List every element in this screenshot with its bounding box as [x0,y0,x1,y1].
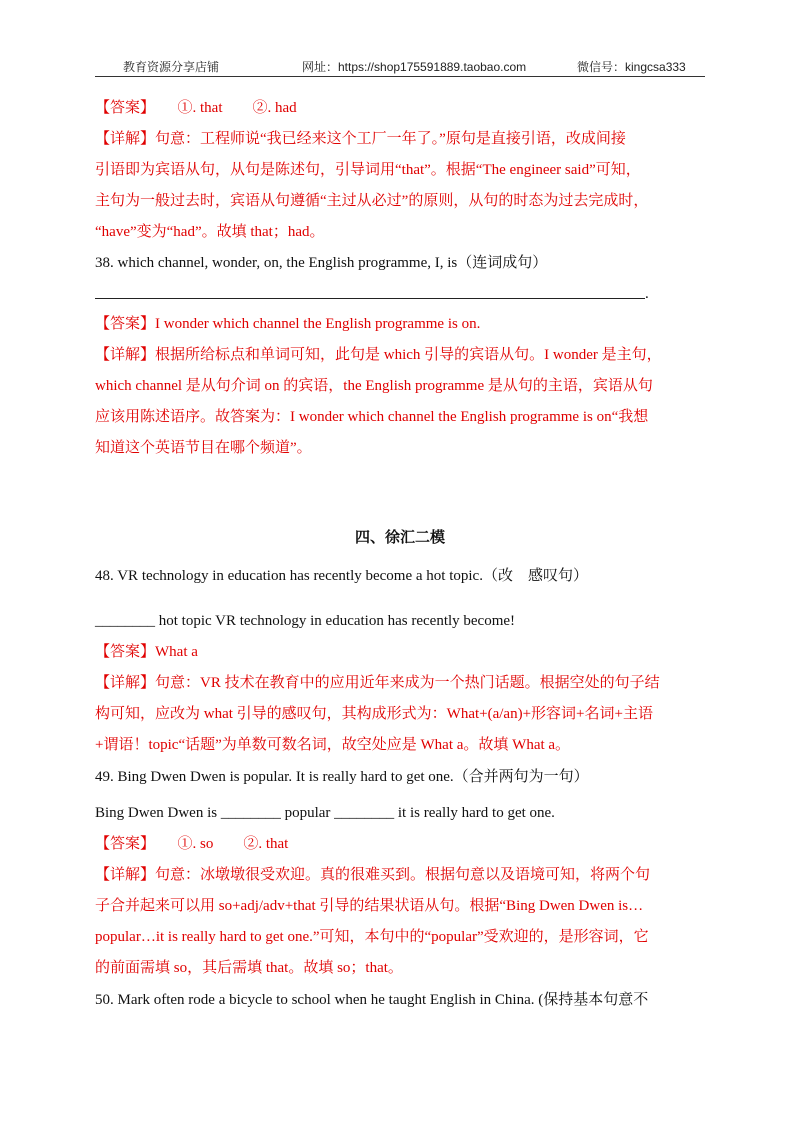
section-title: 四、徐汇二模 [354,530,445,546]
q49-detail-line: 【详解】句意：冰墩墩很受欢迎。真的很难买到。根据句意以及语境可知，将两个句 [95,867,651,883]
q49-question: 49. Bing Dwen Dwen is popular. It is really hard to get one.（合并两句为一句） [95,769,589,785]
q38-answer: 【答案】I wonder which channel the English programme is on. [95,316,481,332]
q37-detail-line: “have”变为“had”。故填 that；had。 [95,224,325,240]
q48-prompt: ________ hot topic VR technology in education has recently become! [95,613,516,629]
q49-answer: 【答案】 ①. so ②. that [95,836,289,852]
q38-detail-line: which channel 是从句介词 on 的宾语，the English programme 是从句的主语，宾语从句 [95,378,653,394]
q38-question: 38. which channel, wonder, on, the English programme, I, is（连词成句） [95,255,548,271]
q38-answer-blank [95,298,645,299]
q37-detail-line: 主句为一般过去时，宾语从句遵循“主过从必过”的原则，从句的时态为过去完成时， [95,193,649,209]
q48-answer: 【答案】What a [95,644,198,660]
q49-detail-line: popular…it is really hard to get one.”可知，本句中的“popular”受欢迎的，是形容词，它 [95,929,649,945]
q48-detail-line: +谓语！topic“话题”为单数可数名词，故空处应是 What a。故填 What a。 [95,737,571,753]
q48-detail-line: 【详解】句意：VR 技术在教育中的应用近年来成为一个热门话题。根据空处的句子结 [95,675,660,691]
q38-detail-line: 知道这个英语节目在哪个频道”。 [95,440,312,456]
q49-detail-line: 的前面需填 so，其后需填 that。故填 so；that。 [95,960,403,976]
q49-prompt: Bing Dwen Dwen is ________ popular ________ it is really hard to get one. [95,805,555,821]
q50-question: 50. Mark often rode a bicycle to school when he taught English in China. (保持基本句意不 [95,992,649,1008]
q37-detail-line: 引语即为宾语从句，从句是陈述句，引导词用“that”。根据“The engineer said”可知， [95,162,641,178]
q49-detail-line: 子合并起来可以用 so+adj/adv+that 引导的结果状语从句。根据“Bing Dwen Dwen is… [95,898,644,914]
header-shop-name: 教育资源分享店铺 [123,60,220,74]
q38-detail-line: 【详解】根据所给标点和单词可知，此句是 which 引导的宾语从句。I wonder 是主句， [95,347,662,363]
header-wechat: 微信号：kingcsa333 [577,60,686,74]
q48-detail-line: 构可知，应改为 what 引导的感叹句，其构成形式为：What+(a/an)+形容词+名词+主语 [95,706,653,722]
q38-blank-period: . [645,286,649,302]
q38-detail-line: 应该用陈述语序。故答案为：I wonder which channel the English programme is on“我想 [95,409,649,425]
header-url: 网址：https://shop175591889.taobao.com [302,60,527,74]
page-header [95,56,705,77]
q48-question: 48. VR technology in education has recently become a hot topic.（改 感叹句） [95,568,588,584]
q37-answer: 【答案】 ①. that ②. had [95,100,297,116]
q37-detail-line: 【详解】句意：工程师说“我已经来这个工厂一年了。”原句是直接引语，改成间接 [95,131,626,147]
